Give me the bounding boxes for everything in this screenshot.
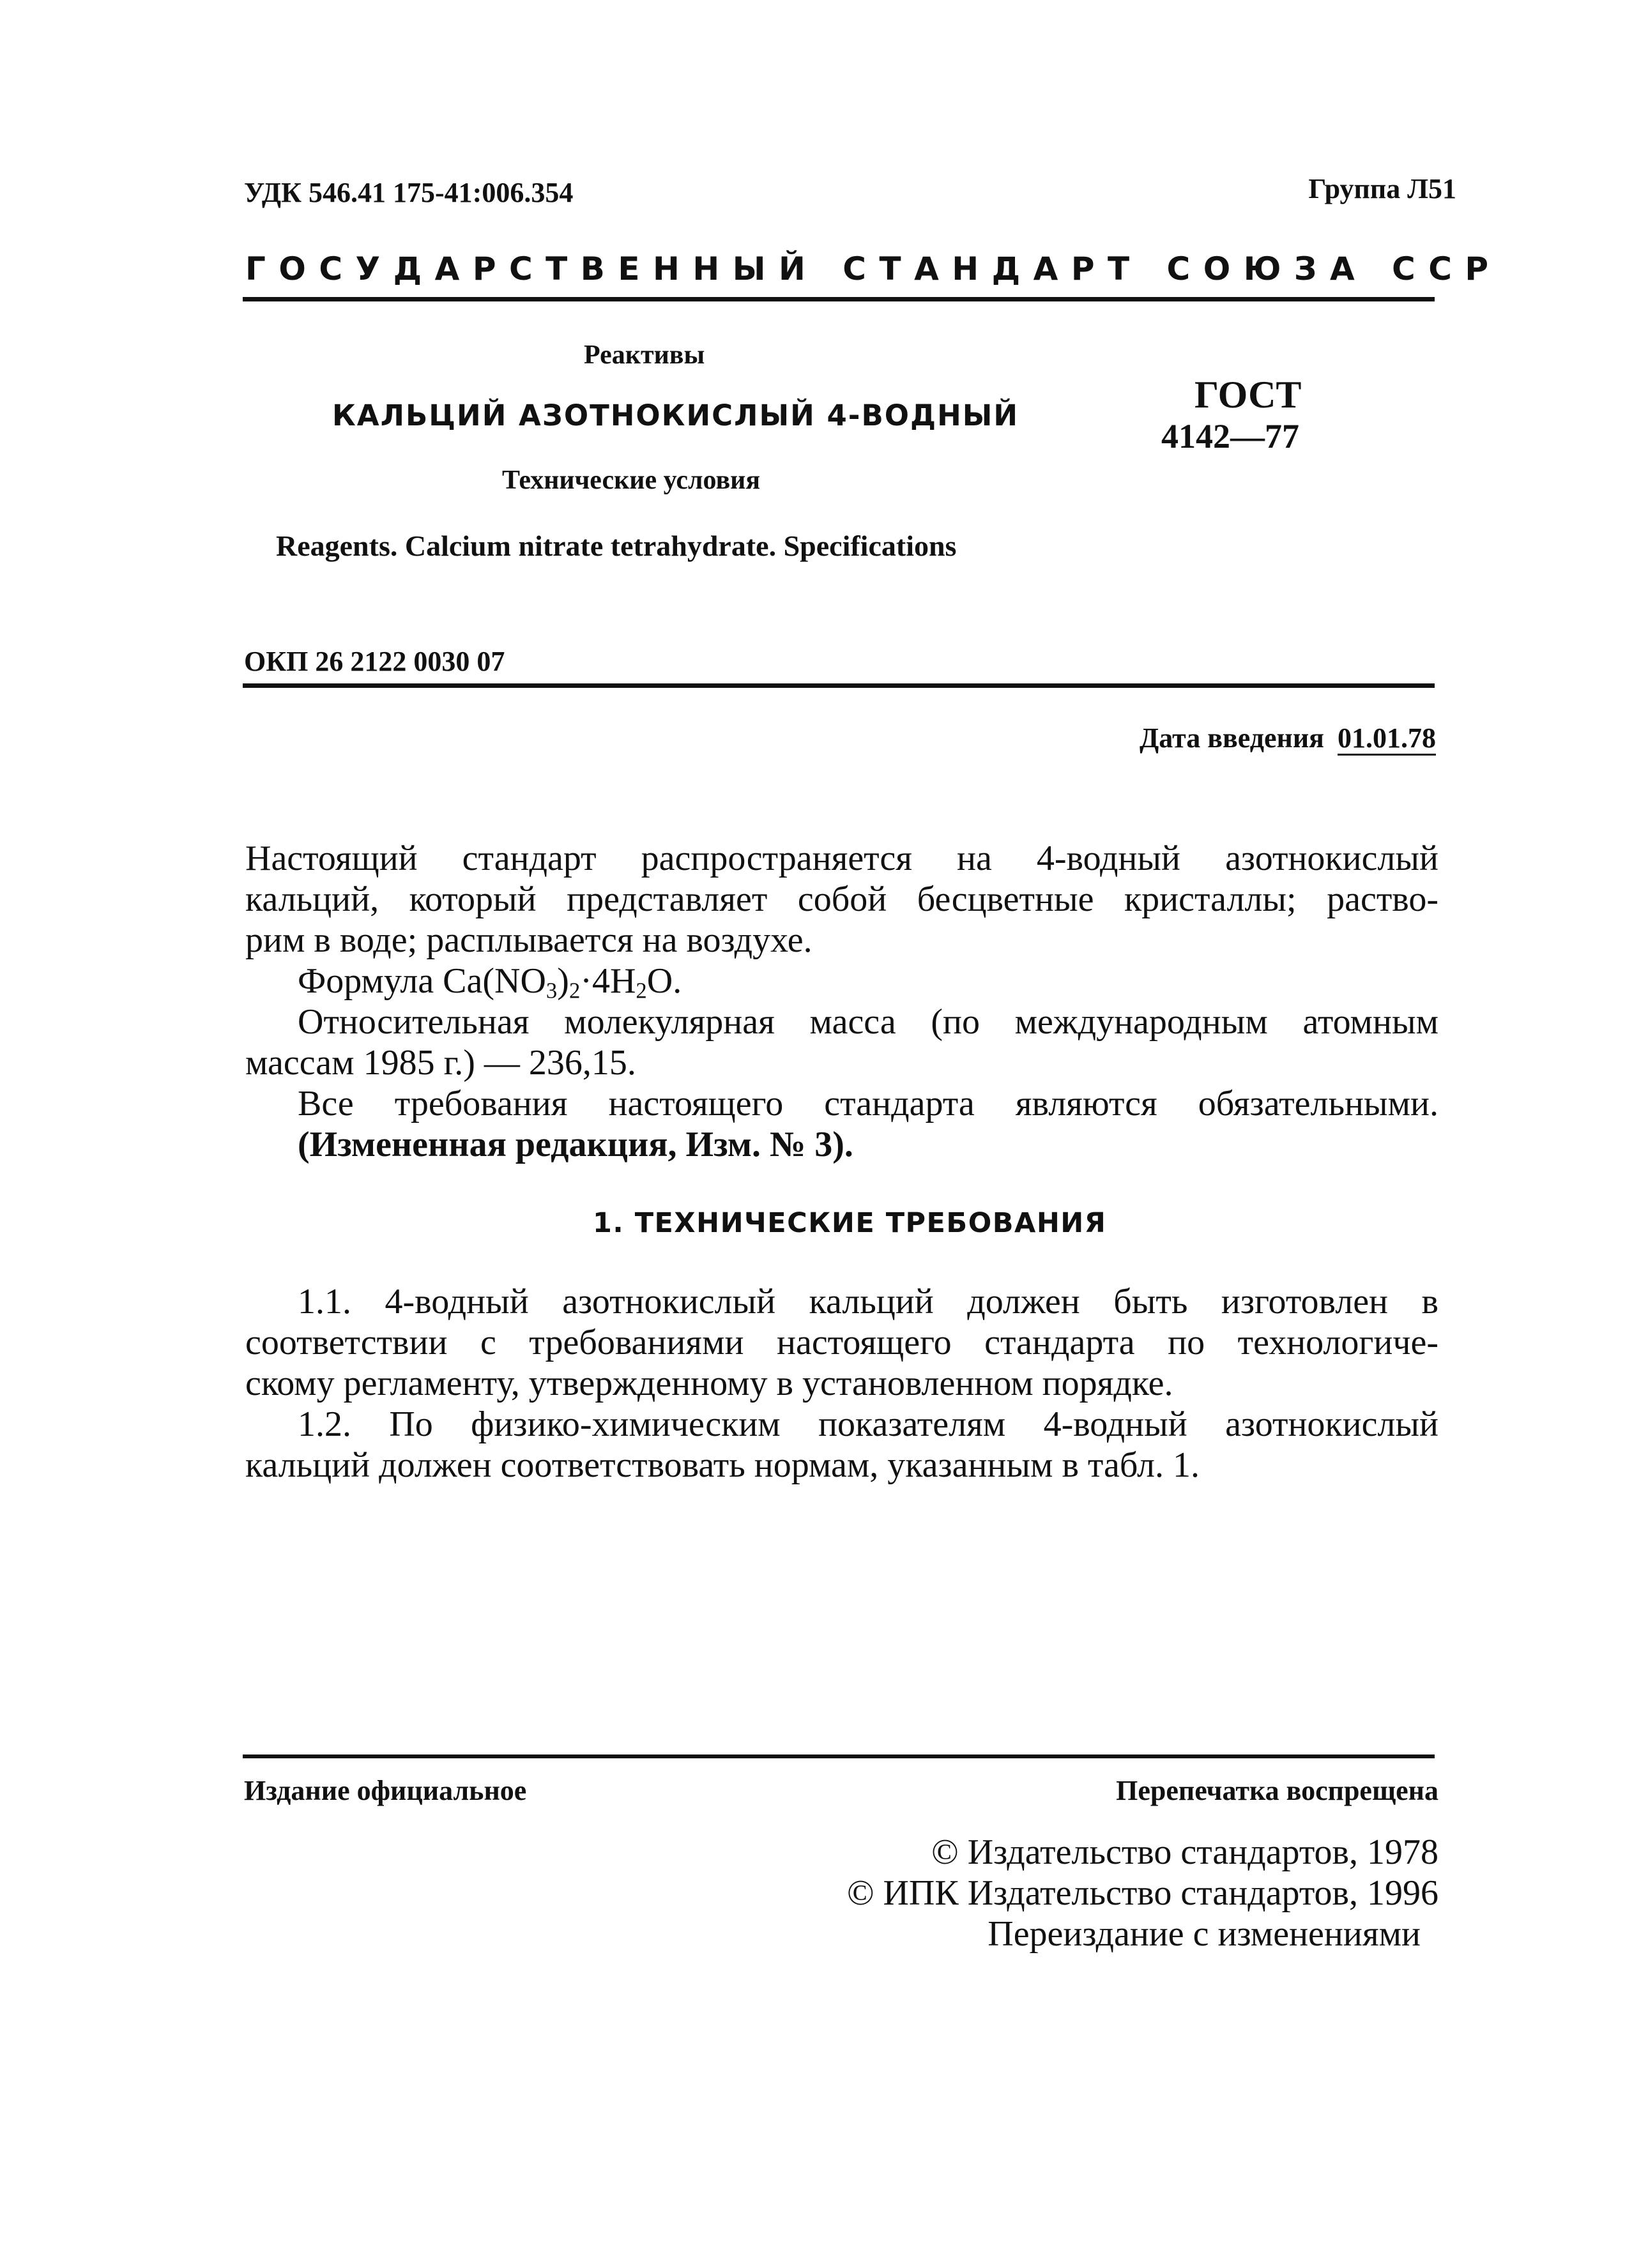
category-label: Реактивы [584,340,705,370]
formula-sub-2: 2 [568,978,581,1003]
copyright-1996: © ИПК Издательство стандартов, 1996 [846,1873,1438,1913]
mass-line-1: Относительная молекулярная масса (по международным атомным [298,1002,1438,1042]
gost-label: ГОСТ [1194,374,1302,416]
amendment-note: (Измененная редакция, Изм. № 3). [298,1125,853,1164]
official-edition: Издание официальное [244,1775,527,1806]
intro-line-1: Настоящий стандарт распространяется на 4-водный азотнокислый [245,839,1438,878]
formula-prefix: Формула Са(NO [298,961,546,1001]
reissue-note: Переиздание с изменениями [988,1914,1421,1954]
clause-1-2-line-1: 1.2. По физико-химическим показателям 4-водный азотнокислый [298,1404,1438,1444]
mandatory-requirements: Все требования настоящего стандарта являются обязательными. [298,1084,1438,1123]
formula-line [298,961,682,1001]
english-title: Reagents. Calcium nitrate tetrahydrate. Specifications [276,529,957,562]
formula-mid: ) [557,961,569,1001]
udk-code: УДК 546.41 175-41:006.354 [244,177,574,208]
intro-date-label: Дата введения [1139,722,1324,754]
formula-mid-2: ·4Н [580,961,636,1001]
state-standard-banner: ГОСУДАРСТВЕННЫЙ СТАНДАРТ СОЮЗА ССР [245,250,1502,287]
formula-suffix: О. [646,961,682,1001]
clause-1-1-line-1: 1.1. 4-водный азотнокислый кальций должен быть изготовлен в [298,1282,1438,1321]
footer-rule [243,1754,1435,1758]
formula-sub-1: 3 [545,978,558,1003]
okp-rule [243,683,1435,688]
okp-code: ОКП 26 2122 0030 07 [244,646,505,677]
document-title: КАЛЬЦИЙ АЗОТНОКИСЛЫЙ 4-ВОДНЫЙ [332,399,1019,432]
gost-number: 4142—77 [1161,417,1299,455]
document-subtitle: Технические условия [502,466,761,495]
intro-date-value: 01.01.78 [1338,722,1436,754]
mass-line-2: массам 1985 г.) — 236,15. [245,1043,636,1083]
formula-sub-3: 2 [636,978,647,1003]
reprint-prohibited: Перепечатка воспрещена [1116,1775,1438,1806]
intro-line-2: кальций, который представляет собой бесцветные кристаллы; раство- [245,879,1438,919]
copyright-1978: © Издательство стандартов, 1978 [931,1832,1438,1872]
clause-1-1-line-2: соответствии с требованиями настоящего стандарта по технологиче- [245,1323,1438,1362]
clause-1-2-line-2: кальций должен соответствовать нормам, указанным в табл. 1. [245,1445,1200,1485]
section-1-heading: 1. ТЕХНИЧЕСКИЕ ТРЕБОВАНИЯ [593,1207,1107,1239]
clause-1-1-line-3: скому регламенту, утвержденному в установленном порядке. [245,1364,1173,1403]
group-code: Группа Л51 [1308,173,1456,204]
intro-line-3: рим в воде; расплывается на воздухе. [245,920,812,960]
intro-date [1140,722,1436,754]
header-rule [243,297,1435,301]
